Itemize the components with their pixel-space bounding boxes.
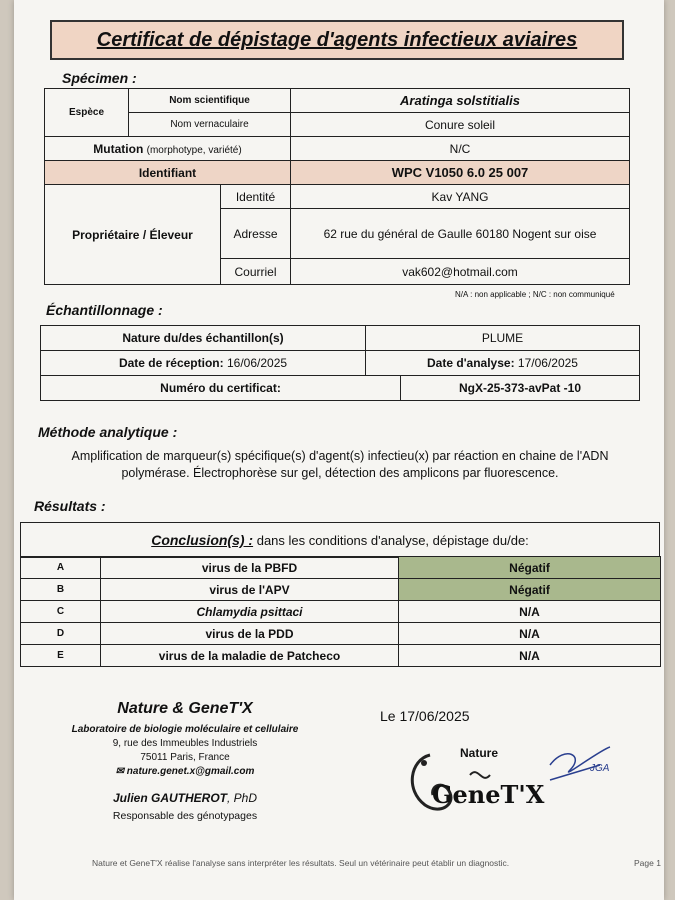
mutation-sub: (morphotype, variété) xyxy=(146,144,242,156)
nom-vernaculaire-value: Conure soleil xyxy=(291,113,630,137)
courriel-value: vak602@hotmail.com xyxy=(291,259,630,285)
result-value: Négatif xyxy=(399,557,661,579)
certificat-value: NgX-25-373-avPat -10 xyxy=(401,376,640,401)
espece-label: Espèce xyxy=(45,89,129,137)
identite-value: Kav YANG xyxy=(291,185,630,209)
lab-email-row xyxy=(50,766,320,777)
reception-value: 16/06/2025 xyxy=(226,356,288,370)
methode-text xyxy=(30,448,650,482)
nom-scientifique-label: Nom scientifique xyxy=(129,89,291,113)
result-value: N/A xyxy=(399,645,661,667)
result-agent: virus de l'APV xyxy=(101,579,399,601)
lab-subtitle: Laboratoire de biologie moléculaire et cellulaire xyxy=(71,724,299,735)
result-letter: D xyxy=(21,623,101,645)
result-agent: virus de la PBFD xyxy=(101,557,399,579)
analyse-cell xyxy=(366,351,640,376)
conclusion-header xyxy=(20,522,660,558)
certificat-label: Numéro du certificat: xyxy=(41,376,401,401)
mutation-value: N/C xyxy=(291,137,630,161)
lab-person: Julien GAUTHEROT xyxy=(112,791,227,805)
lab-address-2: 75011 Paris, France xyxy=(140,752,230,763)
reception-cell xyxy=(41,351,366,376)
logo-eye-icon xyxy=(421,760,427,766)
nature-label: Nature du/des échantillon(s) xyxy=(41,326,366,351)
lab-address-1: 9, rue des Immeubles Industriels xyxy=(112,738,258,749)
reception-label: Date de réception: xyxy=(118,356,224,370)
mutation-label-text: Mutation xyxy=(93,141,144,156)
adresse-value: 62 rue du général de Gaulle 60180 Nogent sur oise xyxy=(291,209,630,259)
lab-person-title: , PhD xyxy=(227,791,258,805)
results-table xyxy=(20,556,661,667)
identifiant-label: Identifiant xyxy=(45,161,291,185)
result-agent: Chlamydia psittaci xyxy=(101,601,399,623)
signature-initials: JGA xyxy=(590,763,610,774)
adresse-label: Adresse xyxy=(221,209,291,259)
conclusion-text: dans les conditions d'analyse, dépistage du/de: xyxy=(256,532,529,548)
specimen-heading: Spécimen : xyxy=(62,70,137,86)
nom-scientifique-value: Aratinga solstitialis xyxy=(291,89,630,113)
resultats-heading: Résultats : xyxy=(34,498,106,514)
specimen-table xyxy=(44,88,630,285)
page-number: Page 1 xyxy=(634,858,661,868)
lab-block xyxy=(50,700,320,822)
result-letter: A xyxy=(21,557,101,579)
footer-disclaimer: Nature et GeneT'X réalise l'analyse sans interpréter les résultats. Seul un vétérinaire peut établir un diagnostic. xyxy=(92,858,510,868)
echantillonnage-table xyxy=(40,325,640,401)
result-value: N/A xyxy=(399,623,661,645)
nom-vernaculaire-label: Nom vernaculaire xyxy=(129,113,291,137)
logo-nature-text: Nature xyxy=(460,746,499,760)
certificate-title: Certificat de dépistage d'agents infectieux aviaires xyxy=(50,20,624,60)
identite-label: Identité xyxy=(221,185,291,209)
proprietaire-label: Propriétaire / Éleveur xyxy=(45,185,221,285)
analyse-label: Date d'analyse: xyxy=(427,356,515,370)
analyse-value: 17/06/2025 xyxy=(517,356,578,370)
nature-value: PLUME xyxy=(366,326,640,351)
mutation-label xyxy=(45,137,291,161)
courriel-label: Courriel xyxy=(221,259,291,285)
result-letter: E xyxy=(21,645,101,667)
logo-genetx-text: GeneT'X xyxy=(432,780,545,809)
logo-dna-icon xyxy=(470,772,490,778)
result-agent: virus de la PDD xyxy=(101,623,399,645)
result-value: Négatif xyxy=(399,579,661,601)
result-letter: B xyxy=(21,579,101,601)
signature-date: Le 17/06/2025 xyxy=(380,708,470,724)
methode-heading: Méthode analytique : xyxy=(38,424,178,440)
lab-person-row xyxy=(50,791,320,805)
abbreviation-note: N/A : non applicable ; N/C : non communiqué xyxy=(455,290,615,299)
conclusion-label: Conclusion(s) : xyxy=(151,532,254,548)
identifiant-value: WPC V1050 6.0 25 007 xyxy=(291,161,630,185)
lab-name: Nature & GeneT'X xyxy=(117,700,253,717)
lab-email: nature.genet.x@gmail.com xyxy=(126,766,255,777)
result-agent: virus de la maladie de Patcheco xyxy=(101,645,399,667)
echantillonnage-heading: Échantillonnage : xyxy=(46,302,163,318)
lab-role: Responsable des génotypages xyxy=(112,810,258,822)
result-value: N/A xyxy=(399,601,661,623)
envelope-icon: ✉ xyxy=(115,766,125,777)
methode-line-2: polymérase. Électrophorèse sur gel, détection des amplicons par fluorescence. xyxy=(121,466,559,480)
methode-line-1: Amplification de marqueur(s) spécifique(s) d'agent(s) infectieu(x) par réaction en chaine de l'ADN xyxy=(71,449,609,463)
result-letter: C xyxy=(21,601,101,623)
